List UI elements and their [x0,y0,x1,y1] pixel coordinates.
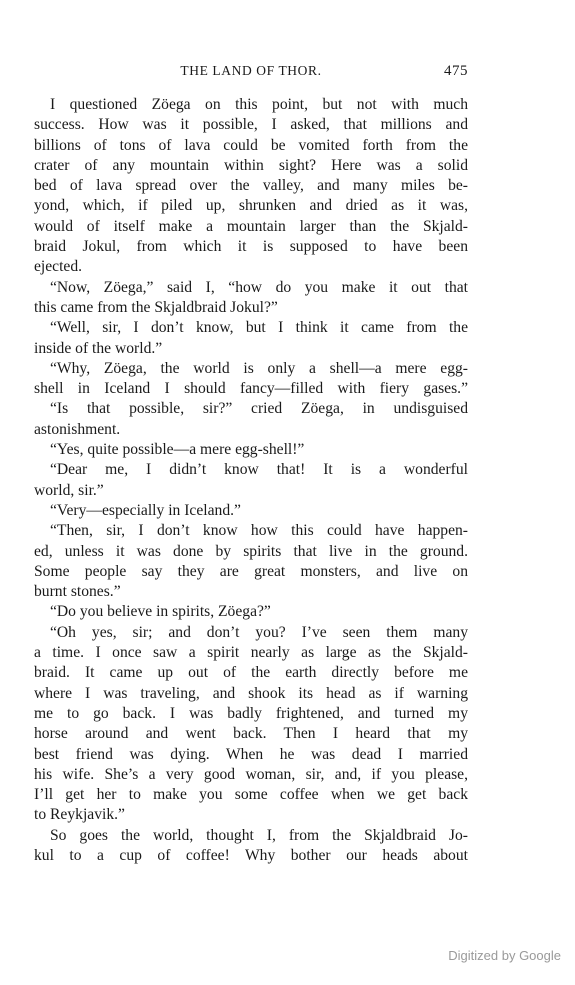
text-line: inside of the world.” [34,339,163,357]
text-line: best friend was dying. When he was dead I married [34,745,468,763]
text-line: “Very—especially in Iceland.” [50,501,241,519]
text-line: me to go back. I was badly frightened, and turned my [34,704,468,722]
text-line: to Reykjavik.” [34,806,125,824]
text-line: where I was traveling, and shook its head as if warning [34,684,468,702]
text-line: “Now, Zöega,” said I, “how do you make it out that [50,278,468,296]
text-line: “Why, Zöega, the world is only a shell—a mere egg- [50,359,468,377]
text-line: I questioned Zöega on this point, but not with much [50,96,468,113]
text-line: “Is that possible, sir?” cried Zöega, in undisguised [50,400,468,418]
text-line: ed, unless it was done by spirits that live in the ground. [34,542,468,560]
text-line: world, sir.” [34,481,104,499]
text-line: braid. It came up out of the earth directly before me [34,664,468,682]
text-line: success. How was it possible, I asked, that millions and [34,116,468,134]
text-line: Some people say they are great monsters, and live on [34,562,468,580]
text-line: yond, which, if piled up, shrunken and dried as it was, [34,197,468,215]
body-text [34,95,468,866]
text-line: ejected. [34,258,83,276]
text-line: billions of tons of lava could be vomited forth from the [34,136,468,154]
text-line: “Well, sir, I don’t know, but I think it came from the [50,319,468,337]
text-line: kul to a cup of coffee! Why bother our heads about [34,846,468,864]
text-line: burnt stones.” [34,583,121,601]
text-line: I’ll get her to make you some coffee when we get back [34,786,468,804]
text-line: braid Jokul, from which it is supposed to have been [34,238,468,256]
text-line: “Then, sir, I don’t know how this could have happen- [50,522,468,540]
text-line: “Do you believe in spirits, Zöega?” [50,603,271,621]
text-line: “Oh yes, sir; and don’t you? I’ve seen them many [50,623,468,641]
text-line: bed of lava spread over the valley, and many miles be- [34,177,468,195]
text-line: “Dear me, I didn’t know that! It is a wonderful [50,461,468,479]
running-head [34,63,468,81]
text-line: would of itself make a mountain larger than the Skjald- [34,217,468,235]
text-line: shell in Iceland I should fancy—filled with fiery gases.” [34,380,468,398]
page-number: 475 [444,63,468,79]
running-title: THE LAND OF THOR. [180,63,322,78]
text-line: his wife. She’s a very good woman, sir, and, if you please, [34,765,468,783]
text-line: horse around and went back. Then I heard that my [34,725,468,743]
text-line: astonishment. [34,420,121,438]
text-line: a time. I once saw a spirit nearly as large as the Skjald- [34,644,468,662]
digitized-watermark: Digitized by Google [448,948,561,963]
text-line: “Yes, quite possible—a mere egg-shell!” [50,441,305,459]
text-line: this came from the Skjaldbraid Jokul?” [34,298,278,316]
text-line: crater of any mountain within sight? Here was a solid [34,156,468,174]
text-line: So goes the world, thought I, from the Skjaldbraid Jo- [50,826,468,844]
